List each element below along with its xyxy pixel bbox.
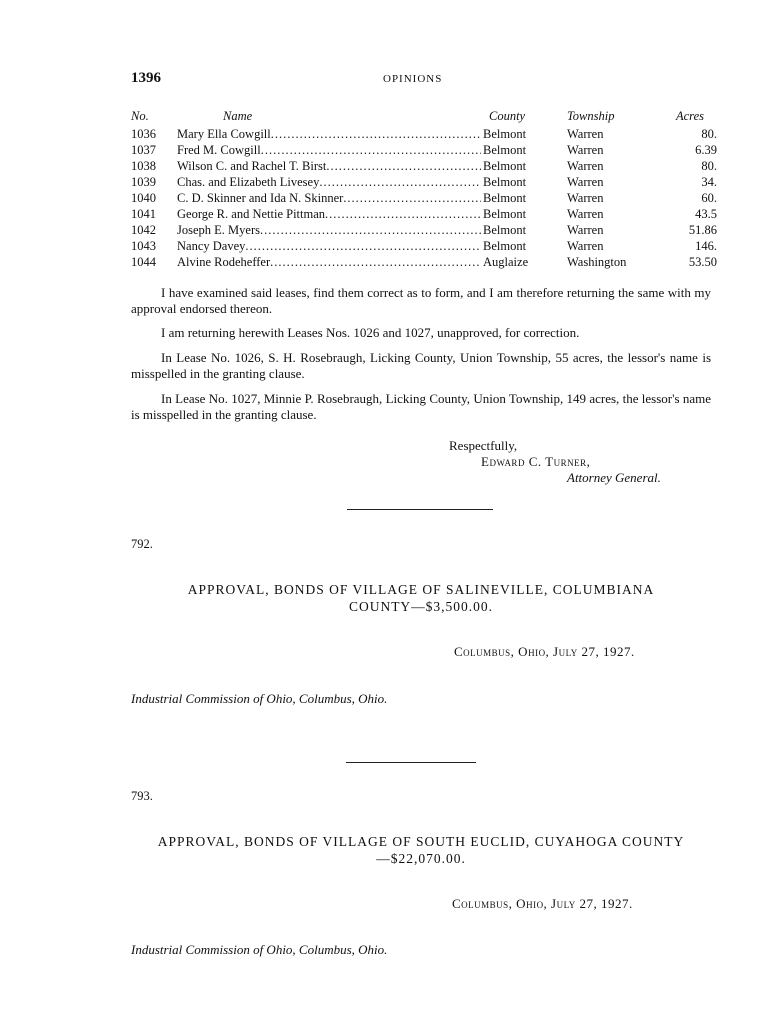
column-header-no: No. xyxy=(131,109,149,123)
opinion-heading-line: COUNTY—$3,500.00. xyxy=(348,599,494,614)
lessor-name-cell xyxy=(177,174,481,190)
acres: 43.5 xyxy=(695,207,717,221)
lessor-name: Fred M. Cowgill ..... xyxy=(177,143,481,157)
township: Warren xyxy=(567,191,604,205)
lessor-name-cell xyxy=(177,222,481,238)
lessor-name-cell xyxy=(177,190,481,206)
lease-number: 1042 xyxy=(131,223,156,237)
paragraph-lease-1026: In Lease No. 1026, S. H. Rosebraugh, Licking County, Union Township, 55 acres, the lessor's name is misspelled in the granting clause. xyxy=(131,350,711,381)
column-header-township: Township xyxy=(567,109,615,123)
township: Warren xyxy=(567,223,604,237)
acres: 34. xyxy=(701,175,717,189)
acres: 53.50 xyxy=(688,255,717,269)
township: Warren xyxy=(567,143,604,157)
county: Belmont xyxy=(483,143,527,157)
lease-number: 1044 xyxy=(131,255,156,269)
lessor-name: Mary Ella Cowgill ..... xyxy=(177,127,481,141)
lessor-name-cell xyxy=(177,206,481,222)
column-header-county: County xyxy=(489,109,526,123)
opinion-heading xyxy=(131,581,711,615)
table-row xyxy=(131,238,716,254)
lease-number: 1043 xyxy=(131,239,156,253)
acres: 6.39 xyxy=(695,143,717,157)
paragraph-returning: I am returning herewith Leases Nos. 1026 and 1027, unapproved, for correction. xyxy=(161,325,580,340)
lessor-name: Nancy Davey ..... xyxy=(177,239,481,253)
table-header xyxy=(131,108,716,126)
closing-salutation: Respectfully, xyxy=(449,438,518,453)
township: Warren xyxy=(567,239,604,253)
opinion-heading-line: —$22,070.00. xyxy=(376,851,466,866)
township: Warren xyxy=(567,127,604,141)
opinion-heading-line: APPROVAL, BONDS OF VILLAGE OF SALINEVILLE, COLUMBIANA xyxy=(187,582,655,597)
lessor-name: Joseph E. Myers ..... xyxy=(177,223,481,237)
closing-signer: Edward C. Turner, xyxy=(481,454,591,469)
county: Belmont xyxy=(483,191,527,205)
lease-table xyxy=(131,108,716,270)
acres: 80. xyxy=(701,159,717,173)
opinion-number: 792. xyxy=(131,537,153,551)
table-row xyxy=(131,190,716,206)
lessor-name: Alvine Rodeheffer ..... xyxy=(177,255,481,269)
table-row xyxy=(131,222,716,238)
section-divider xyxy=(347,509,493,510)
lease-number: 1041 xyxy=(131,207,156,221)
county: Belmont xyxy=(483,127,527,141)
county: Belmont xyxy=(483,223,527,237)
paragraph-examined: I have examined said leases, find them correct as to form, and I am therefore returning the same with my approval endorsed thereon. xyxy=(131,285,711,316)
lessor-name-cell xyxy=(177,238,481,254)
county: Belmont xyxy=(483,239,527,253)
running-head: OPINIONS xyxy=(383,73,443,85)
acres: 146. xyxy=(695,239,717,253)
opinion-heading-line: APPROVAL, BONDS OF VILLAGE OF SOUTH EUCLID, CUYAHOGA COUNTY xyxy=(157,834,685,849)
township: Warren xyxy=(567,207,604,221)
lease-number: 1039 xyxy=(131,175,156,189)
table-row xyxy=(131,126,716,142)
dateline: Columbus, Ohio, July 27, 1927. xyxy=(452,896,633,911)
acres: 80. xyxy=(701,127,717,141)
table-row xyxy=(131,174,716,190)
table-row xyxy=(131,254,716,270)
column-header-name: Name xyxy=(223,109,253,123)
opinion-heading xyxy=(131,833,711,867)
lease-number: 1036 xyxy=(131,127,156,141)
dateline: Columbus, Ohio, July 27, 1927. xyxy=(454,644,635,659)
lease-number: 1038 xyxy=(131,159,156,173)
addressee: Industrial Commission of Ohio, Columbus, Ohio. xyxy=(131,942,388,957)
table-row xyxy=(131,206,716,222)
table-row xyxy=(131,158,716,174)
paragraph-lease-1027: In Lease No. 1027, Minnie P. Rosebraugh, Licking County, Union Township, 149 acres, the lessor's name is misspelled in the granting clause. xyxy=(131,391,711,422)
addressee: Industrial Commission of Ohio, Columbus, Ohio. xyxy=(131,691,388,706)
lease-number: 1037 xyxy=(131,143,156,157)
township: Warren xyxy=(567,159,604,173)
closing-title: Attorney General. xyxy=(567,470,661,485)
table-row xyxy=(131,142,716,158)
column-header-acres: Acres xyxy=(676,109,704,123)
lessor-name-cell xyxy=(177,142,481,158)
county: Belmont xyxy=(483,159,527,173)
opinion-number: 793. xyxy=(131,789,153,803)
lessor-name-cell xyxy=(177,158,481,174)
acres: 51.86 xyxy=(688,223,717,237)
page-number: 1396 xyxy=(131,70,161,86)
lease-number: 1040 xyxy=(131,191,156,205)
lessor-name: C. D. Skinner and Ida N. Skinner ..... xyxy=(177,191,481,205)
lessor-name: Wilson C. and Rachel T. Birst ..... xyxy=(177,159,481,173)
county: Auglaize xyxy=(483,255,529,269)
section-divider xyxy=(346,762,476,763)
lessor-name: Chas. and Elizabeth Livesey ..... xyxy=(177,175,481,189)
county: Belmont xyxy=(483,175,527,189)
acres: 60. xyxy=(701,191,717,205)
county: Belmont xyxy=(483,207,527,221)
township: Washington xyxy=(567,255,627,269)
lessor-name-cell xyxy=(177,254,481,270)
table-body xyxy=(131,126,716,270)
lessor-name: George R. and Nettie Pittman ..... xyxy=(177,207,481,221)
lessor-name-cell xyxy=(177,126,481,142)
township: Warren xyxy=(567,175,604,189)
